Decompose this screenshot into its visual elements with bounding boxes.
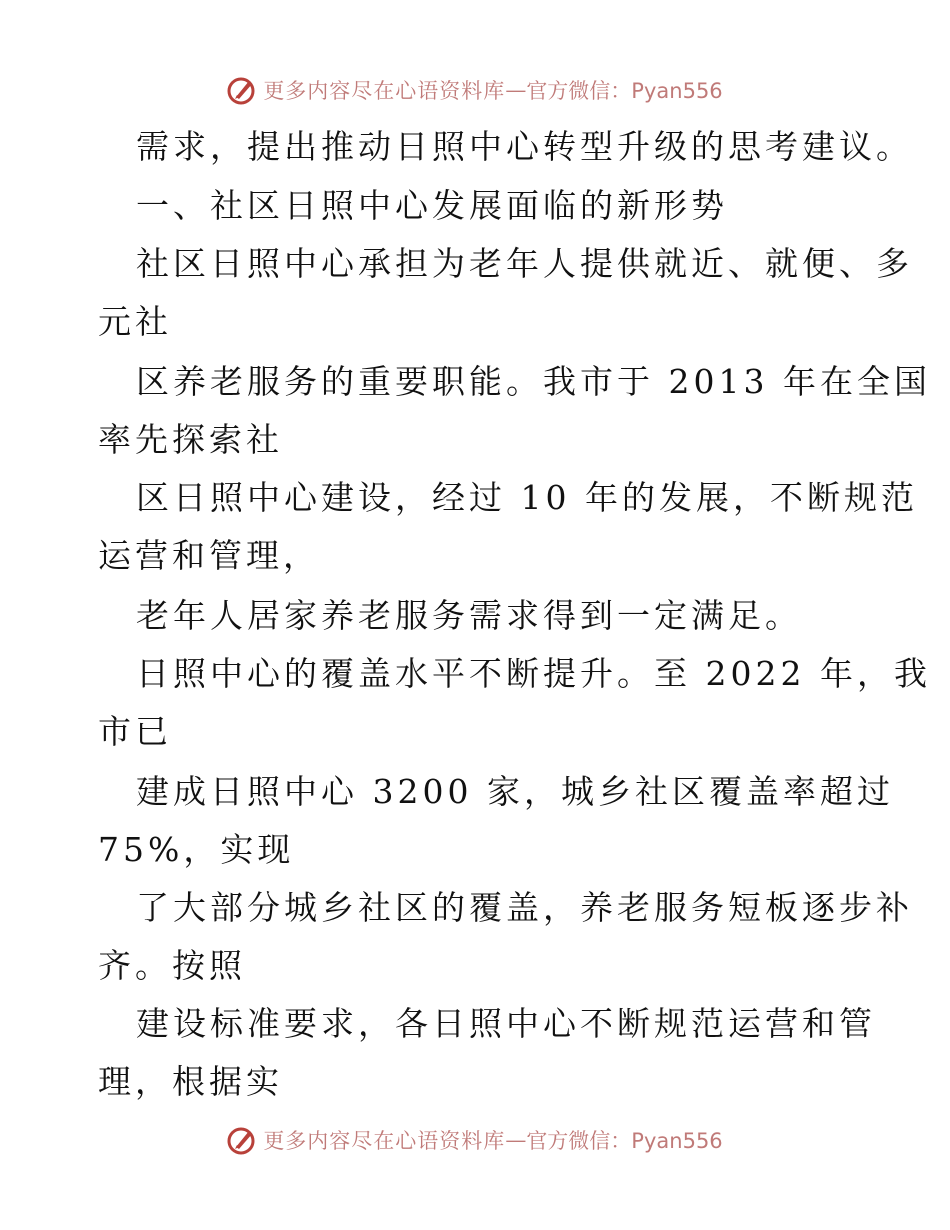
- body-line: 齐。按照: [98, 946, 246, 985]
- body-line: 理，根据实: [98, 1062, 283, 1101]
- body-line: 市已: [98, 712, 172, 751]
- body-line: 老年人居家养老服务需求得到一定满足。: [136, 596, 802, 635]
- body-line: 社区日照中心承担为老年人提供就近、就便、多: [136, 244, 913, 283]
- body-line: 需求，提出推动日照中心转型升级的思考建议。: [136, 127, 913, 166]
- body-line: 75%，实现: [98, 830, 295, 869]
- banner-dash: —: [505, 78, 527, 102]
- footer-banner: [0, 1122, 950, 1158]
- body-line: 建设标准要求，各日照中心不断规范运营和管: [136, 1004, 876, 1043]
- header-banner: [0, 72, 950, 108]
- body-line: 建成日照中心 3200 家，城乡社区覆盖率超过: [136, 772, 894, 811]
- body-line: 了大部分城乡社区的覆盖，养老服务短板逐步补: [136, 888, 913, 927]
- body-line: 运营和管理，: [98, 536, 320, 575]
- body-line: 日照中心的覆盖水平不断提升。至 2022 年，我: [136, 654, 931, 693]
- banner-text: 更多内容尽在心语资料库: [263, 1129, 506, 1153]
- pen-logo-icon: [227, 75, 257, 105]
- banner-text: 更多内容尽在心语资料库: [263, 79, 506, 103]
- body-line: 率先探索社: [98, 420, 283, 459]
- banner-dash: —: [505, 1128, 527, 1152]
- banner-wechat: 官方微信：Pyan556: [526, 1129, 723, 1153]
- body-line: 区养老服务的重要职能。我市于 2013 年在全国: [136, 362, 931, 401]
- section-heading: 一、社区日照中心发展面临的新形势: [136, 186, 728, 225]
- body-line: 区日照中心建设，经过 10 年的发展，不断规范: [136, 478, 918, 517]
- banner-wechat: 官方微信：Pyan556: [526, 79, 723, 103]
- body-line: 元社: [98, 302, 172, 341]
- pen-logo-icon: [227, 1125, 257, 1155]
